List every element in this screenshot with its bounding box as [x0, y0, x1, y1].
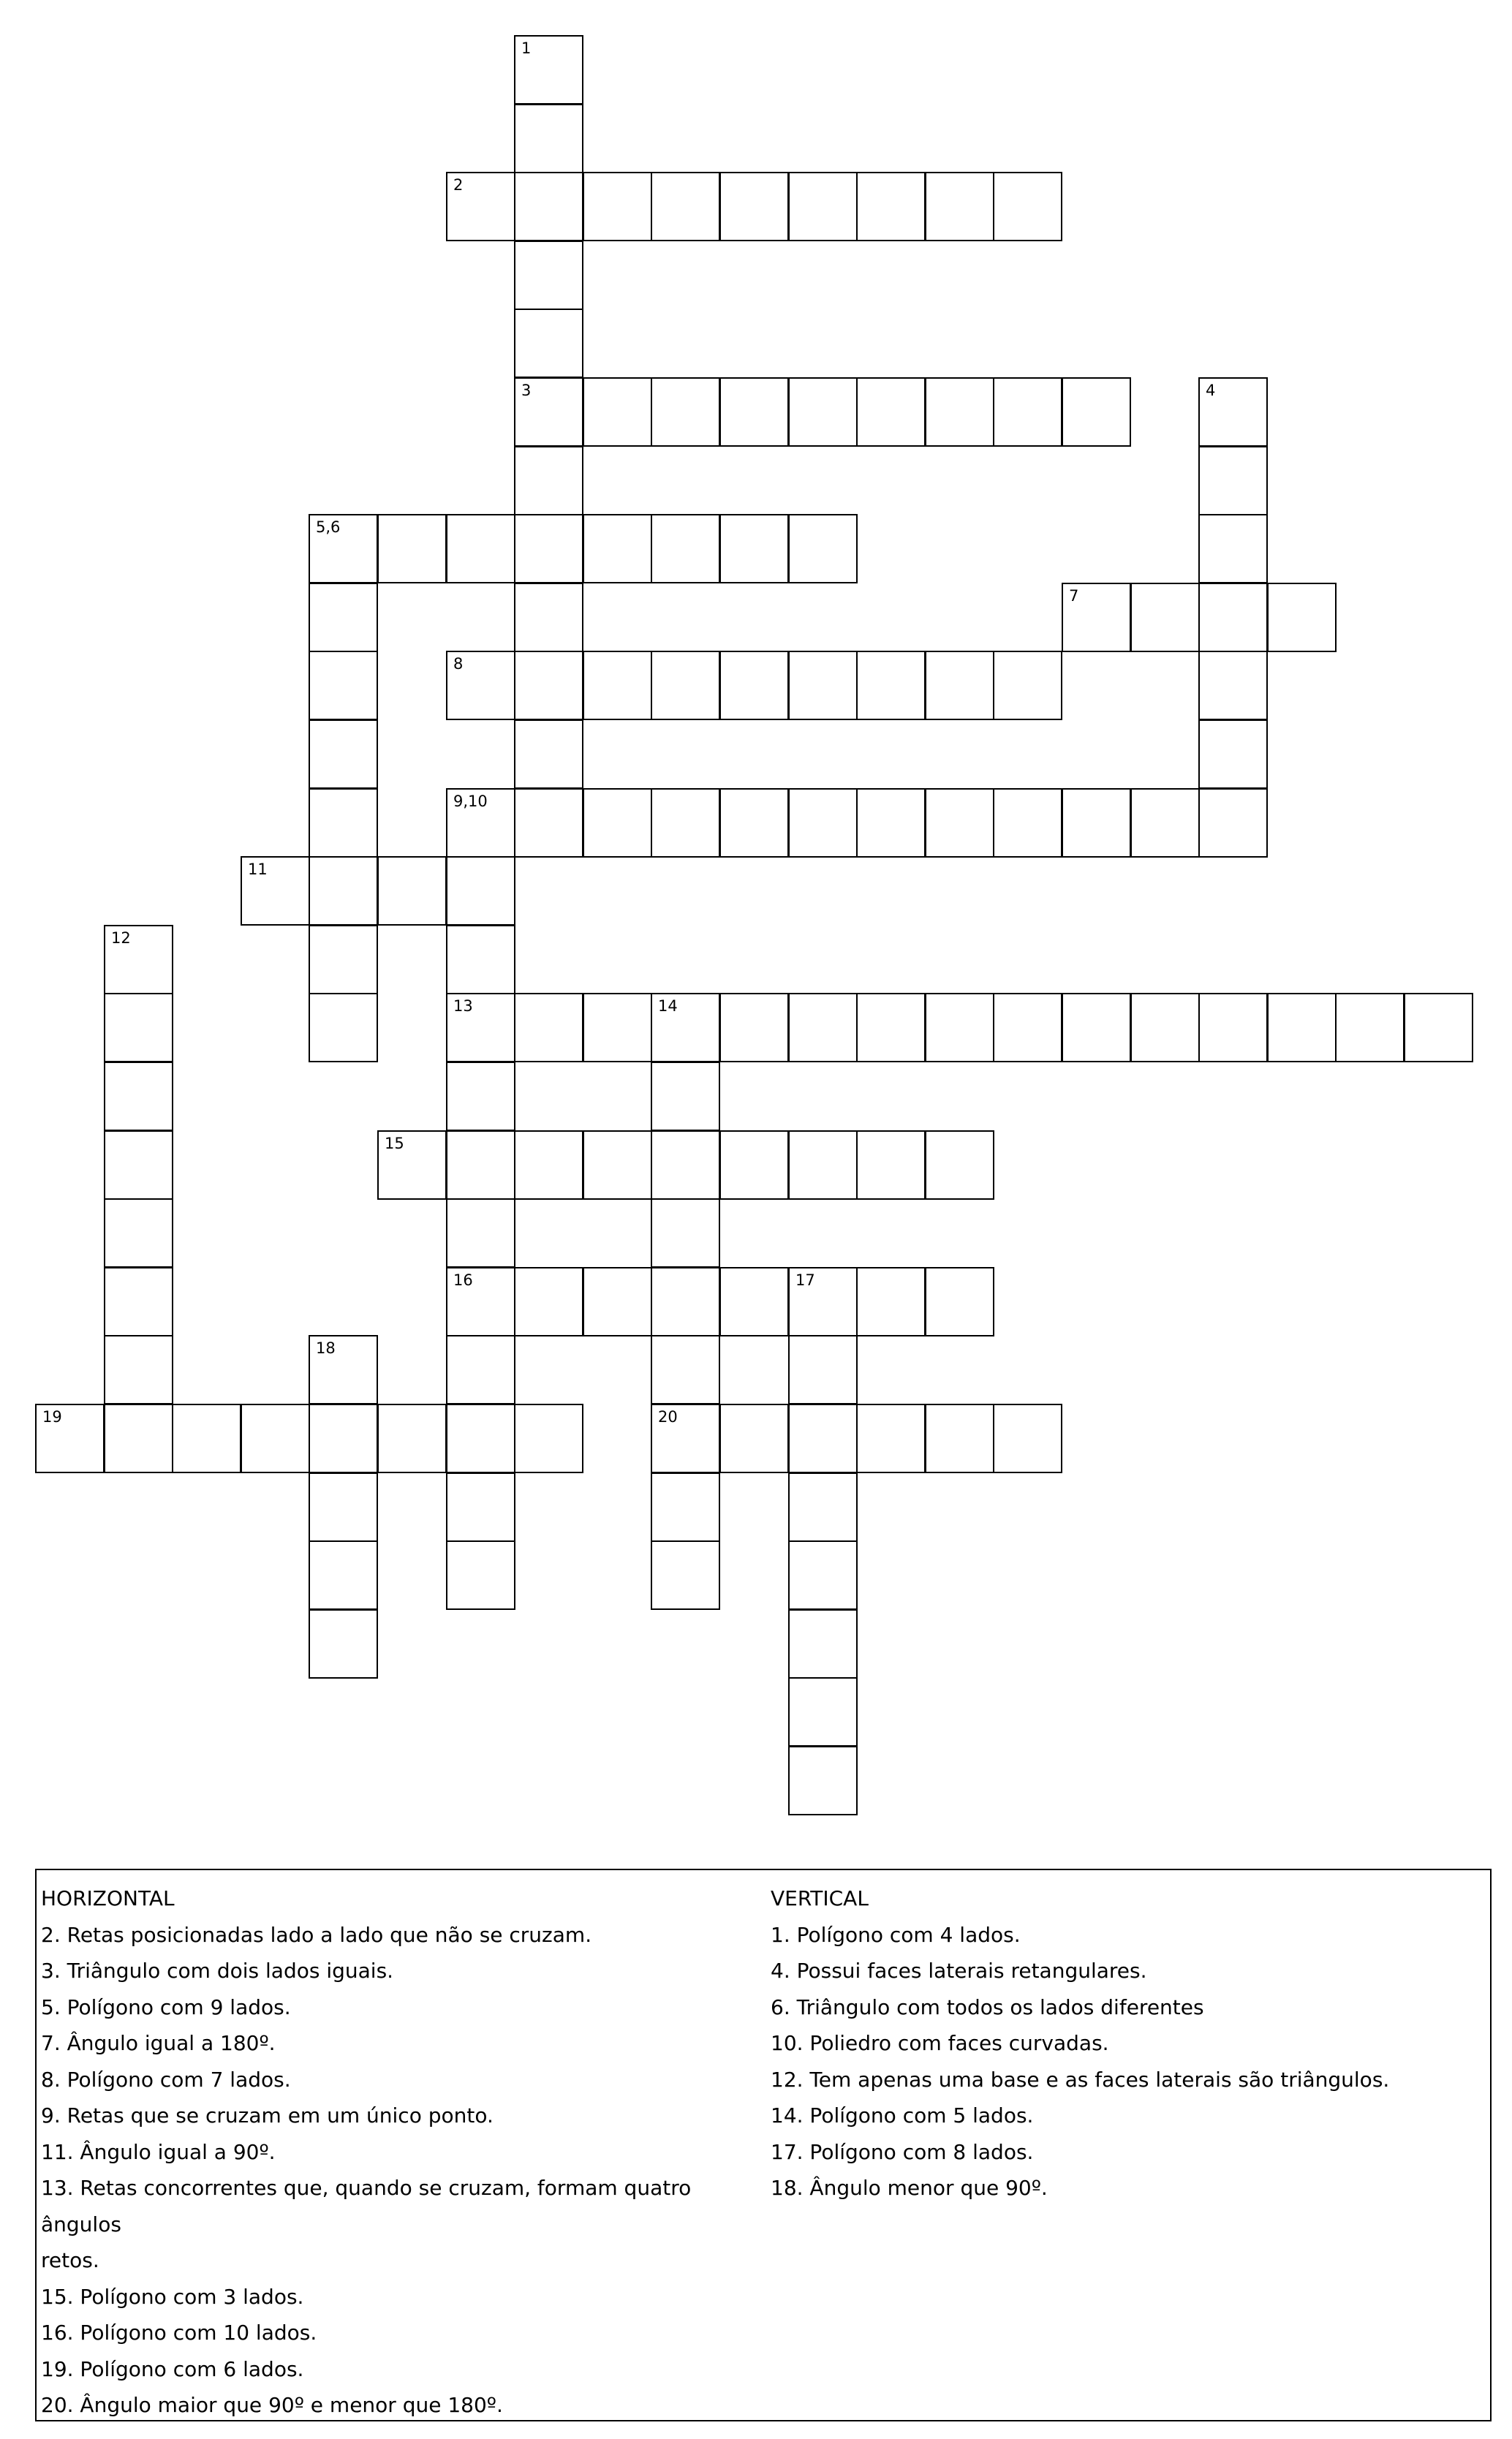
crossword-cell[interactable]	[719, 651, 789, 720]
crossword-cell[interactable]	[309, 651, 378, 720]
crossword-cell[interactable]	[446, 1404, 515, 1473]
crossword-cell[interactable]	[583, 377, 652, 447]
crossword-cell[interactable]	[856, 172, 926, 241]
crossword-cell[interactable]	[651, 1540, 720, 1610]
clue-number: 19	[42, 1408, 62, 1426]
crossword-cell[interactable]	[446, 856, 515, 926]
crossword-cell[interactable]	[309, 1404, 378, 1473]
crossword-cell[interactable]	[651, 1062, 720, 1131]
crossword-cell[interactable]	[856, 651, 926, 720]
crossword-cell[interactable]	[1062, 583, 1131, 652]
clue-number: 16	[453, 1271, 473, 1289]
crossword-cell[interactable]	[514, 1130, 583, 1200]
crossword-cell[interactable]	[583, 651, 652, 720]
crossword-cell[interactable]	[514, 1404, 583, 1473]
crossword-cell[interactable]	[1267, 993, 1337, 1062]
crossword-cell[interactable]	[1198, 377, 1268, 447]
crossword-cell[interactable]	[35, 1404, 105, 1473]
crossword-cell[interactable]	[993, 377, 1062, 447]
crossword-cell[interactable]	[719, 993, 789, 1062]
crossword-cell[interactable]	[446, 788, 515, 858]
crossword-cell[interactable]	[309, 788, 378, 858]
crossword-cell[interactable]	[514, 241, 583, 310]
crossword-cell[interactable]	[583, 1130, 652, 1200]
crossword-cell[interactable]	[788, 1746, 858, 1815]
vertical-clues	[771, 1880, 1473, 2207]
crossword-cell[interactable]	[1335, 993, 1405, 1062]
crossword-cell[interactable]	[104, 1130, 173, 1200]
crossword-cell[interactable]	[446, 1335, 515, 1404]
vertical-heading: VERTICAL	[771, 1886, 869, 1910]
crossword-cell[interactable]	[377, 514, 447, 583]
clue-number: 4	[1206, 382, 1216, 399]
crossword-cell[interactable]	[788, 377, 858, 447]
crossword-cell[interactable]	[856, 1130, 926, 1200]
clue-line: 8. Polígono com 7 lados.	[41, 2067, 291, 2092]
crossword-cell[interactable]	[788, 651, 858, 720]
clue-line: 11. Ângulo igual a 90º.	[41, 2139, 276, 2164]
crossword-cell[interactable]	[993, 788, 1062, 858]
crossword-cell[interactable]	[719, 377, 789, 447]
clue-number: 9,10	[453, 793, 488, 810]
crossword-cell[interactable]	[1198, 719, 1268, 789]
crossword-cell[interactable]	[788, 1609, 858, 1679]
crossword-cell[interactable]	[925, 377, 994, 447]
clue-line: 7. Ângulo igual a 180º.	[41, 2031, 276, 2055]
crossword-cell[interactable]	[993, 172, 1062, 241]
crossword-cell[interactable]	[1062, 788, 1131, 858]
crossword-cell[interactable]	[104, 1404, 173, 1473]
crossword-cell[interactable]	[651, 788, 720, 858]
crossword-cell[interactable]	[925, 651, 994, 720]
crossword-cell[interactable]	[446, 1540, 515, 1610]
crossword-cell[interactable]	[514, 719, 583, 789]
crossword-cell[interactable]	[1267, 583, 1337, 652]
crossword-cell[interactable]	[719, 1404, 789, 1473]
clue-line: 5. Polígono com 9 lados.	[41, 1994, 291, 2019]
crossword-cell[interactable]	[651, 1267, 720, 1336]
crossword-cell[interactable]	[651, 1404, 720, 1473]
crossword-cell[interactable]	[719, 514, 789, 583]
crossword-cell[interactable]	[925, 172, 994, 241]
crossword-cell[interactable]	[651, 651, 720, 720]
crossword-cell[interactable]	[446, 172, 515, 241]
crossword-cell[interactable]	[788, 993, 858, 1062]
crossword-cell[interactable]	[788, 1130, 858, 1200]
crossword-cell[interactable]	[1130, 583, 1200, 652]
crossword-cell[interactable]	[651, 377, 720, 447]
crossword-cell[interactable]	[241, 1404, 310, 1473]
crossword-cell[interactable]	[309, 1540, 378, 1610]
crossword-cell[interactable]	[446, 1130, 515, 1200]
crossword-cell[interactable]	[514, 35, 583, 105]
crossword-cell[interactable]	[651, 1130, 720, 1200]
crossword-cell[interactable]	[309, 993, 378, 1062]
clue-line: 9. Retas que se cruzam em um único ponto.	[41, 2103, 494, 2128]
crossword-cell[interactable]	[241, 856, 310, 926]
crossword-cell[interactable]	[104, 925, 173, 994]
crossword-cell[interactable]	[856, 1404, 926, 1473]
clue-line: 6. Triângulo com todos os lados diferentes	[771, 1994, 1204, 2019]
clue-number: 3	[521, 382, 532, 399]
crossword-cell[interactable]	[788, 1404, 858, 1473]
crossword-cell[interactable]	[651, 1335, 720, 1404]
crossword-cell[interactable]	[309, 1472, 378, 1542]
crossword-cell[interactable]	[788, 1472, 858, 1542]
crossword-cell[interactable]	[583, 788, 652, 858]
crossword-cell[interactable]	[514, 651, 583, 720]
clue-number: 15	[385, 1135, 404, 1152]
crossword-cell[interactable]	[104, 1335, 173, 1404]
clue-number: 20	[658, 1408, 678, 1426]
crossword-cell[interactable]	[1198, 788, 1268, 858]
clue-line: 17. Polígono com 8 lados.	[771, 2139, 1034, 2164]
clue-line: 19. Polígono com 6 lados.	[41, 2356, 304, 2381]
crossword-cell[interactable]	[583, 514, 652, 583]
crossword-cell[interactable]	[925, 993, 994, 1062]
crossword-cell[interactable]	[925, 1130, 994, 1200]
clue-number: 13	[453, 997, 473, 1015]
crossword-cell[interactable]	[514, 583, 583, 652]
crossword-cell[interactable]	[651, 172, 720, 241]
crossword-cell[interactable]	[651, 993, 720, 1062]
clue-number: 2	[453, 176, 464, 194]
crossword-cell[interactable]	[514, 446, 583, 515]
clue-line: 3. Triângulo com dois lados iguais.	[41, 1959, 394, 1983]
clue-number: 7	[1069, 587, 1079, 605]
crossword-cell[interactable]	[993, 993, 1062, 1062]
clue-line: 13. Retas concorrentes que, quando se cruzam, formam quatro ângulos	[41, 2176, 692, 2236]
crossword-cell[interactable]	[446, 1267, 515, 1336]
crossword-cell[interactable]	[514, 377, 583, 447]
horizontal-clues	[41, 1880, 772, 2424]
crossword-cell[interactable]	[309, 1335, 378, 1404]
crossword-cell[interactable]	[446, 1198, 515, 1268]
clue-number: 18	[316, 1339, 336, 1357]
clue-line: retos.	[41, 2248, 99, 2272]
crossword-cell[interactable]	[172, 1404, 241, 1473]
crossword-cell[interactable]	[514, 1267, 583, 1336]
clue-number: 12	[111, 929, 131, 947]
crossword-cell[interactable]	[309, 514, 378, 583]
crossword-cell[interactable]	[1062, 993, 1131, 1062]
crossword-cell[interactable]	[1198, 583, 1268, 652]
clue-number: 5,6	[316, 518, 341, 536]
crossword-cell[interactable]	[788, 1335, 858, 1404]
crossword-cell[interactable]	[446, 993, 515, 1062]
crossword-cell[interactable]	[514, 788, 583, 858]
crossword-cell[interactable]	[309, 719, 378, 789]
crossword-cell[interactable]	[788, 788, 858, 858]
crossword-cell[interactable]	[925, 1267, 994, 1336]
crossword-cell[interactable]	[514, 993, 583, 1062]
crossword-cell[interactable]	[1198, 514, 1268, 583]
crossword-cell[interactable]	[1198, 993, 1268, 1062]
crossword-cell[interactable]	[856, 1267, 926, 1336]
crossword-cell[interactable]	[514, 514, 583, 583]
crossword-cell[interactable]	[788, 514, 858, 583]
crossword-cell[interactable]	[856, 788, 926, 858]
crossword-cell[interactable]	[993, 1404, 1062, 1473]
crossword-cell[interactable]	[651, 514, 720, 583]
clue-line: 12. Tem apenas uma base e as faces laterais são triângulos.	[771, 2067, 1390, 2092]
crossword-cell[interactable]	[856, 993, 926, 1062]
clue-number: 11	[248, 861, 268, 878]
clue-line: 1. Polígono com 4 lados.	[771, 1922, 1021, 1947]
crossword-cell[interactable]	[104, 1062, 173, 1131]
crossword-cell[interactable]	[446, 925, 515, 994]
crossword-cell[interactable]	[1404, 993, 1473, 1062]
crossword-cell[interactable]	[514, 309, 583, 378]
crossword-cell[interactable]	[651, 1198, 720, 1268]
crossword-cell[interactable]	[925, 1404, 994, 1473]
crossword-cell[interactable]	[446, 651, 515, 720]
crossword-cell[interactable]	[788, 1540, 858, 1610]
crossword-cell[interactable]	[104, 993, 173, 1062]
crossword-cell[interactable]	[788, 172, 858, 241]
crossword-cell[interactable]	[1062, 377, 1131, 447]
clue-line: 14. Polígono com 5 lados.	[771, 2103, 1034, 2128]
crossword-cell[interactable]	[104, 1267, 173, 1336]
crossword-cell[interactable]	[993, 651, 1062, 720]
horizontal-heading: HORIZONTAL	[41, 1886, 175, 1910]
crossword-cell[interactable]	[719, 1267, 789, 1336]
crossword-cell[interactable]	[309, 925, 378, 994]
crossword-cell[interactable]	[1130, 788, 1200, 858]
crossword-cell[interactable]	[104, 1198, 173, 1268]
crossword-cell[interactable]	[1198, 446, 1268, 515]
clue-line: 18. Ângulo menor que 90º.	[771, 2176, 1048, 2200]
crossword-cell[interactable]	[309, 1609, 378, 1679]
crossword-cell[interactable]	[377, 856, 447, 926]
crossword-cell[interactable]	[1130, 993, 1200, 1062]
crossword-cell[interactable]	[309, 583, 378, 652]
clue-number: 14	[658, 997, 678, 1015]
clue-line: 4. Possui faces laterais retangulares.	[771, 1959, 1147, 1983]
crossword-cell[interactable]	[446, 514, 515, 583]
crossword-cell[interactable]	[446, 1062, 515, 1131]
crossword-cell[interactable]	[309, 856, 378, 926]
clue-line: 10. Poliedro com faces curvadas.	[771, 2031, 1109, 2055]
clue-line: 20. Ângulo maior que 90º e menor que 180º.	[41, 2393, 503, 2417]
crossword-cell[interactable]	[514, 104, 583, 173]
clue-number: 17	[795, 1271, 815, 1289]
crossword-cell[interactable]	[925, 788, 994, 858]
crossword-cell[interactable]	[651, 1472, 720, 1542]
crossword-cell[interactable]	[377, 1404, 447, 1473]
crossword-cell[interactable]	[583, 1267, 652, 1336]
crossword-cell[interactable]	[583, 172, 652, 241]
crossword-cell[interactable]	[446, 1472, 515, 1542]
clue-line: 16. Polígono com 10 lados.	[41, 2321, 317, 2345]
crossword-cell[interactable]	[788, 1267, 858, 1336]
clue-number: 1	[521, 39, 532, 57]
clues-box	[35, 1869, 1492, 2421]
crossword-cell[interactable]	[719, 1130, 789, 1200]
crossword-cell[interactable]	[719, 788, 789, 858]
crossword-cell[interactable]	[514, 172, 583, 241]
crossword-cell[interactable]	[719, 172, 789, 241]
clue-line: 15. Polígono com 3 lados.	[41, 2284, 304, 2309]
crossword-cell[interactable]	[377, 1130, 447, 1200]
crossword-cell[interactable]	[788, 1677, 858, 1747]
crossword-cell[interactable]	[1198, 651, 1268, 720]
crossword-cell[interactable]	[856, 377, 926, 447]
crossword-cell[interactable]	[583, 993, 652, 1062]
clue-number: 8	[453, 655, 464, 673]
clue-line: 2. Retas posicionadas lado a lado que não se cruzam.	[41, 1922, 592, 1947]
